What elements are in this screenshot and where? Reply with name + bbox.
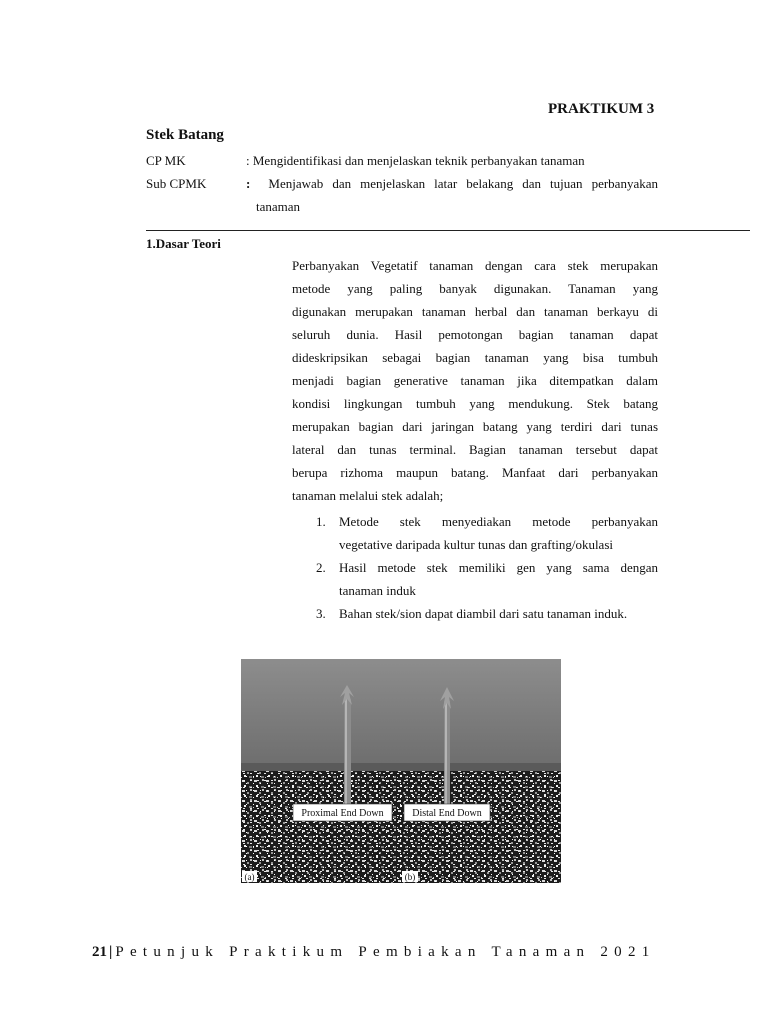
sub-cpmk-value <box>246 176 658 192</box>
section-title: Stek Batang <box>146 127 224 143</box>
label-a-text: Proximal End Down <box>301 808 384 819</box>
list-item-text: Metode stek menyediakan metode perbanyakan <box>339 514 658 529</box>
paragraph-line: menjadi bagian generative tanaman jika ditempatkan dalam <box>292 373 658 388</box>
paragraph-line: tanaman melalui stek adalah; <box>292 488 444 503</box>
paragraph-line: metode yang paling banyak digunakan. Tanaman yang <box>292 281 658 296</box>
stem-cutting-photo <box>241 659 561 883</box>
paragraph-line: kondisi lingkungan tumbuh yang mendukung. Stek batang <box>292 396 658 411</box>
dasar-teori-heading: 1.Dasar Teori <box>146 236 221 251</box>
sub-cpmk-label: Sub CPMK <box>146 176 207 191</box>
dasar-teori-paragraph <box>292 254 658 507</box>
cp-mk-label: CP MK <box>146 153 186 168</box>
praktikum-heading: PRAKTIKUM 3 <box>548 101 655 117</box>
paragraph-line: berupa rizhoma maupun batang. Manfaat dari perbanyakan <box>292 465 658 480</box>
paragraph-line: digunakan merupakan tanaman herbal dan tanaman berkayu di <box>292 304 658 319</box>
list-item-text: tanaman induk <box>339 583 416 598</box>
benefits-list <box>292 510 658 625</box>
paragraph-line: Perbanyakan Vegetatif tanaman dengan cara stek merupakan <box>292 258 658 273</box>
sub-cpmk-colon: : <box>246 176 251 191</box>
list-item-number: 2. <box>316 560 326 575</box>
list-item <box>292 510 658 533</box>
sub-cpmk-text-line2: tanaman <box>256 199 301 214</box>
paragraph-line: lateral dan tunas terminal. Bagian tanaman tersebut dapat <box>292 442 658 457</box>
list-item-continuation <box>292 533 658 556</box>
sub-cpmk-text-line1: Menjawab dan menjelaskan latar belakang dan tujuan perbanyakan <box>268 176 658 191</box>
list-item-number: 3. <box>316 606 326 621</box>
tag-a-text: (a) <box>244 872 255 882</box>
cp-mk-value: : Mengidentifikasi dan menjelaskan teknik perbanyakan tanaman <box>246 153 585 168</box>
list-item-text: vegetative daripada kultur tunas dan grafting/okulasi <box>339 537 613 552</box>
list-item-text: Hasil metode stek memiliki gen yang sama dengan <box>339 560 658 575</box>
list-item <box>292 602 658 625</box>
paragraph-line: dideskripsikan sebagai bagian tanaman yang bisa tumbuh <box>292 350 658 365</box>
list-item-continuation <box>292 579 658 602</box>
divider <box>146 230 750 231</box>
paragraph-line: seluruh dunia. Hasil pemotongan bagian tanaman dapat <box>292 327 658 342</box>
paragraph-line: merupakan bagian dari jaringan batang yang terdiri dari tunas <box>292 419 658 434</box>
page-footer <box>92 944 656 961</box>
gravel-highlights <box>241 771 561 883</box>
list-item <box>292 556 658 579</box>
label-b-text: Distal End Down <box>412 808 482 819</box>
page-number: 21 <box>92 944 107 960</box>
tag-b-text: (b) <box>404 872 416 882</box>
background-wall <box>241 659 561 779</box>
footer-title: Petunjuk Praktikum Pembiakan Tanaman 2021 <box>115 944 656 960</box>
list-item-number: 1. <box>316 514 326 529</box>
list-item-text: Bahan stek/sion dapat diambil dari satu tanaman induk. <box>339 606 628 621</box>
photo-illustration <box>241 659 561 883</box>
footer-separator: | <box>109 944 113 960</box>
